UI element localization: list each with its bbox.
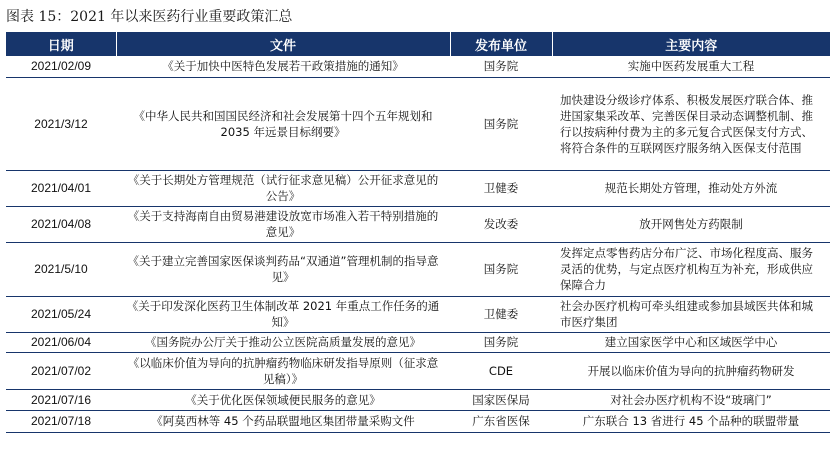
header-content: 主要内容 bbox=[552, 32, 830, 56]
row-content: 广东联合 13 省进行 45 个品种的联盟带量 bbox=[552, 410, 830, 432]
table-caption: 图表 15：2021 年以来医药行业重要政策汇总 bbox=[6, 9, 293, 25]
table-row bbox=[6, 389, 830, 410]
row-document: 《国务院办公厅关于推动公立医院高质量发展的意见》 bbox=[116, 332, 450, 352]
row-date: 2021/06/04 bbox=[6, 332, 116, 352]
row-issuer: 卫健委 bbox=[450, 296, 552, 332]
table-row bbox=[6, 296, 830, 332]
policy-table bbox=[6, 32, 830, 433]
row-issuer: 国务院 bbox=[450, 56, 552, 77]
row-content: 实施中医药发展重大工程 bbox=[552, 56, 830, 77]
row-content: 对社会办医疗机构不设“玻璃门” bbox=[552, 389, 830, 410]
row-date: 2021/02/09 bbox=[6, 56, 116, 77]
row-content: 加快建设分级诊疗体系、积极发展医疗联合体、推进国家集采改革、完善医保目录动态调整机制、推行以按病种付费为主的多元复合式医保支付方式、将符合条件的互联网医疗服务纳入医保支付范围 bbox=[552, 77, 830, 170]
row-content: 发挥定点零售药店分布广泛、市场化程度高、服务灵活的优势，与定点医疗机构互为补充，形成供应保障合力 bbox=[552, 242, 830, 296]
row-document: 《以临床价值为导向的抗肿瘤药物临床研发指导原则（征求意见稿）》 bbox=[116, 352, 450, 389]
row-document: 《关于印发深化医药卫生体制改革 2021 年重点工作任务的通知》 bbox=[116, 296, 450, 332]
row-document: 《关于加快中医特色发展若干政策措施的通知》 bbox=[116, 56, 450, 77]
table-row bbox=[6, 77, 830, 170]
row-issuer: 国家医保局 bbox=[450, 389, 552, 410]
table-row bbox=[6, 56, 830, 77]
row-issuer: CDE bbox=[450, 352, 552, 389]
table-row bbox=[6, 206, 830, 242]
row-content: 规范长期处方管理，推动处方外流 bbox=[552, 170, 830, 206]
row-content: 放开网售处方药限制 bbox=[552, 206, 830, 242]
row-date: 2021/04/08 bbox=[6, 206, 116, 242]
row-content: 社会办医疗机构可牵头组建或参加县域医共体和城市医疗集团 bbox=[552, 296, 830, 332]
row-date: 2021/07/18 bbox=[6, 410, 116, 432]
row-document: 《中华人民共和国国民经济和社会发展第十四个五年规划和 2035 年远景目标纲要》 bbox=[116, 77, 450, 170]
row-date: 2021/07/02 bbox=[6, 352, 116, 389]
header-document: 文件 bbox=[116, 32, 450, 56]
row-document: 《关于长期处方管理规范（试行征求意见稿）公开征求意见的公告》 bbox=[116, 170, 450, 206]
row-issuer: 发改委 bbox=[450, 206, 552, 242]
row-issuer: 国务院 bbox=[450, 242, 552, 296]
row-document: 《阿莫西林等 45 个药品联盟地区集团带量采购文件 bbox=[116, 410, 450, 432]
table-row bbox=[6, 410, 830, 432]
row-date: 2021/05/24 bbox=[6, 296, 116, 332]
row-date: 2021/07/16 bbox=[6, 389, 116, 410]
row-content: 建立国家医学中心和区域医学中心 bbox=[552, 332, 830, 352]
header-date: 日期 bbox=[47, 38, 74, 54]
row-issuer: 广东省医保 bbox=[450, 410, 552, 432]
row-issuer: 国务院 bbox=[450, 77, 552, 170]
table-header-row bbox=[6, 32, 830, 56]
header-issuer: 发布单位 bbox=[450, 32, 552, 56]
table-row bbox=[6, 352, 830, 389]
table-row bbox=[6, 332, 830, 352]
row-date: 2021/04/01 bbox=[6, 170, 116, 206]
row-document: 《关于支持海南自由贸易港建设放宽市场准入若干特别措施的意见》 bbox=[116, 206, 450, 242]
row-date: 2021/5/10 bbox=[6, 242, 116, 296]
table-row bbox=[6, 170, 830, 206]
row-date: 2021/3/12 bbox=[6, 77, 116, 170]
row-document: 《关于建立完善国家医保谈判药品“双通道”管理机制的指导意见》 bbox=[116, 242, 450, 296]
row-content: 开展以临床价值为导向的抗肿瘤药物研发 bbox=[552, 352, 830, 389]
row-document: 《关于优化医保领域便民服务的意见》 bbox=[116, 389, 450, 410]
row-issuer: 国务院 bbox=[450, 332, 552, 352]
row-issuer: 卫健委 bbox=[450, 170, 552, 206]
table-row bbox=[6, 242, 830, 296]
